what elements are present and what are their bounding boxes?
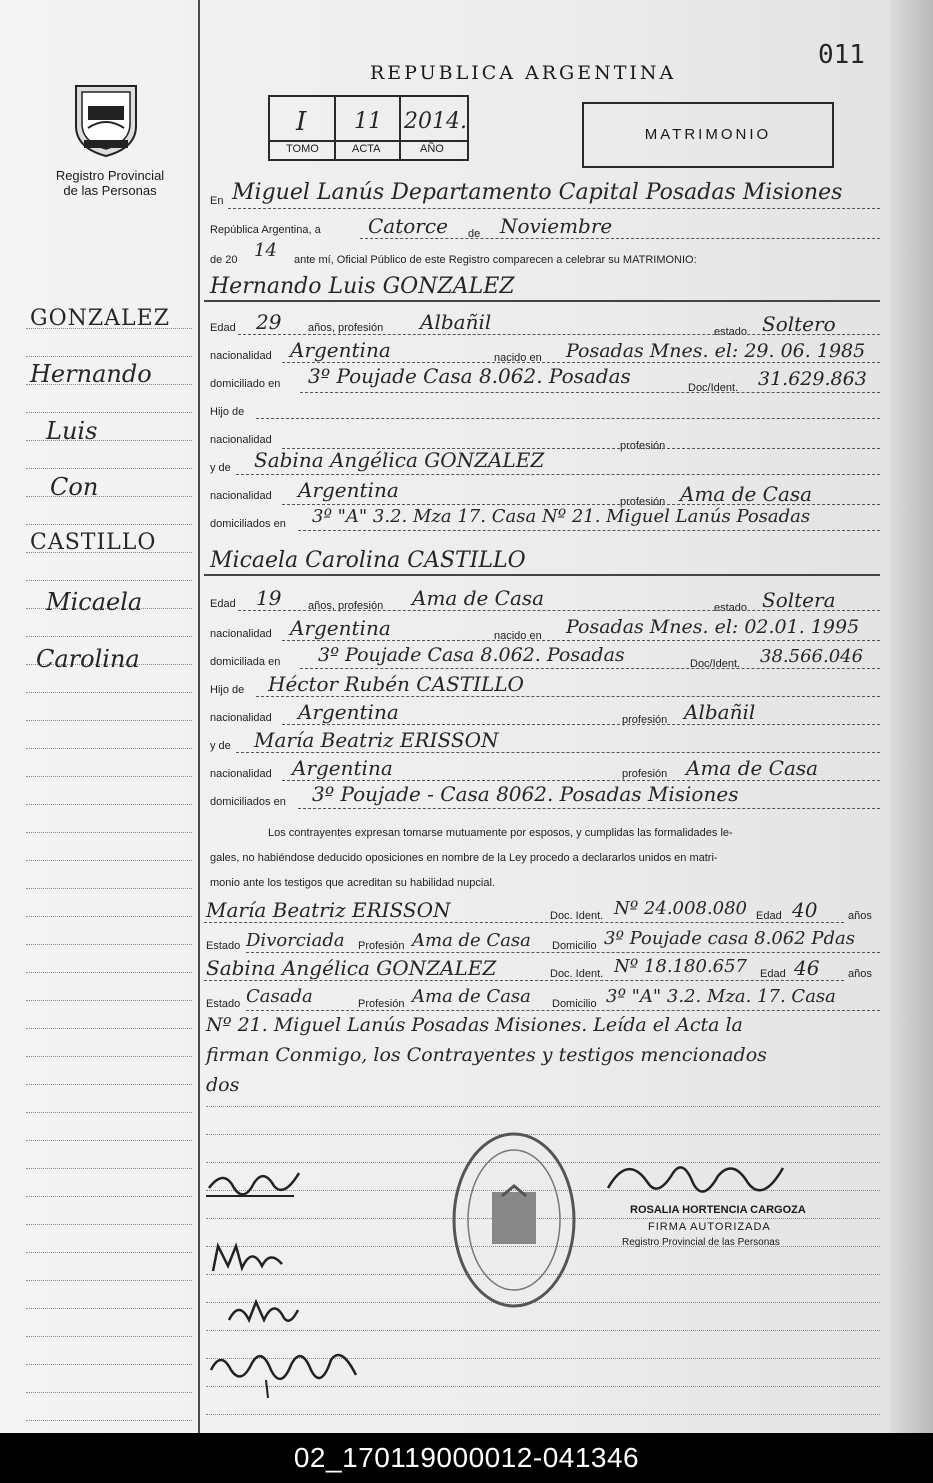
g-edad-line xyxy=(238,334,880,335)
groom-name: Hernando Luis GONZALEZ xyxy=(210,274,515,299)
margin-ruled-line xyxy=(26,692,192,693)
page-edge-shadow xyxy=(890,0,933,1433)
g-doc: 31.629.863 xyxy=(758,368,867,390)
province-crest-icon xyxy=(70,82,142,158)
w1-anos: años xyxy=(848,910,872,922)
b-father: Héctor Rubén CASTILLO xyxy=(268,672,524,696)
g-yde-line xyxy=(236,474,880,475)
b-fnac-line xyxy=(282,724,880,725)
w2-edad: 46 xyxy=(794,956,820,980)
g-mnac-line xyxy=(282,504,880,505)
g-nac: Argentina xyxy=(290,338,391,362)
record-number-box xyxy=(268,95,469,161)
signature-2-icon xyxy=(208,1236,288,1276)
g-mprof-label: profesión xyxy=(620,496,666,508)
margin-bride-second: Carolina xyxy=(36,645,140,673)
margin-ruled-line xyxy=(26,860,192,861)
b-nac: Argentina xyxy=(290,616,391,640)
margin-ruled-line xyxy=(26,1196,192,1197)
acta-value: 11 xyxy=(354,109,382,134)
margin-ruled-line xyxy=(26,1084,192,1085)
margin-con: Con xyxy=(50,473,99,501)
b-fprof: Albañil xyxy=(684,700,756,724)
g-pdom: 3º "A" 3.2. Mza 17. Casa Nº 21. Miguel Lanús Posadas xyxy=(312,506,811,527)
b-fprof-label: profesión xyxy=(622,714,668,726)
g-dom-line xyxy=(300,392,880,393)
margin-ruled-line xyxy=(26,720,192,721)
tomo-value: I xyxy=(296,107,307,137)
margin-ruled-line xyxy=(26,1280,192,1281)
year-label: de 20 xyxy=(210,254,238,266)
b-edad: 19 xyxy=(256,586,282,610)
g-nacido: Posadas Mnes. el: 29. 06. 1985 xyxy=(566,340,866,362)
groom-name-line xyxy=(204,300,880,302)
body-ruled-line xyxy=(206,1106,880,1107)
g-mnac: Argentina xyxy=(298,478,399,502)
g-estado-label: estado xyxy=(714,326,748,338)
g-prof: Albañil xyxy=(420,310,492,334)
b-mnac-label: nacionalidad xyxy=(210,768,272,780)
w2-line-2 xyxy=(246,1010,880,1011)
signature-4-icon xyxy=(206,1340,366,1400)
w1-estado: Divorciada xyxy=(246,930,345,951)
w2-prof: Ama de Casa xyxy=(412,986,531,1007)
b-doc: 38.566.046 xyxy=(760,646,864,667)
margin-ruled-line xyxy=(26,944,192,945)
margin-ruled-line xyxy=(26,1392,192,1393)
margin-bride-first: Micaela xyxy=(46,588,143,616)
official-office: Registro Provincial de las Personas xyxy=(622,1237,780,1248)
margin-ruled-line xyxy=(26,972,192,973)
margin-ruled-line xyxy=(26,1140,192,1141)
margin-ruled-line xyxy=(26,832,192,833)
bride-name-line xyxy=(204,574,880,576)
b-estado-label: estado xyxy=(714,602,748,614)
margin-ruled-line xyxy=(26,776,192,777)
l1-line xyxy=(228,208,880,209)
w1-dom: 3º Poujade casa 8.062 Pdas xyxy=(604,928,856,949)
g-estado: Soltero xyxy=(762,312,836,336)
b-pdom-line xyxy=(298,808,880,809)
scan-code-banner: 02_170119000012-041346 xyxy=(0,1433,933,1483)
place-value: Miguel Lanús Departamento Capital Posadas Misiones xyxy=(232,180,843,205)
margin-ruled-line xyxy=(26,804,192,805)
margin-ruled-line xyxy=(26,1420,192,1421)
w1-estado-label: Estado xyxy=(206,940,241,952)
b-mprof: Ama de Casa xyxy=(686,756,819,780)
w2-name: Sabina Angélica GONZALEZ xyxy=(206,956,497,980)
b-estado: Soltera xyxy=(762,588,836,612)
statement-line-3: monio ante los testigos que acreditan su habilidad nupcial. xyxy=(210,877,495,889)
b-dom-line xyxy=(300,668,880,669)
margin-ruled-line xyxy=(26,748,192,749)
w2-estado: Casada xyxy=(246,986,313,1007)
margin-ruled-line xyxy=(26,1056,192,1057)
b-dom: 3º Poujade Casa 8.062. Posadas xyxy=(318,644,625,666)
w2-doc: Nº 18.180.657 xyxy=(614,956,747,977)
ano-value: 2014. xyxy=(404,109,467,134)
closing-line-1: Nº 21. Miguel Lanús Posadas Misiones. Leída el Acta la xyxy=(206,1014,743,1036)
b-fnac-label: nacionalidad xyxy=(210,712,272,724)
margin-ruled-line xyxy=(26,1112,192,1113)
b-yde-label: y de xyxy=(210,740,231,752)
margin-ruled-line xyxy=(26,1168,192,1169)
b-pdom-label: domiciliados en xyxy=(210,796,286,808)
w1-line-2 xyxy=(246,952,880,953)
signature-3-icon xyxy=(224,1290,304,1330)
margin-ruled-line xyxy=(26,1336,192,1337)
margin-ruled-line xyxy=(26,524,192,525)
w2-dom-label: Domicilio xyxy=(552,998,597,1010)
b-hijo-label: Hijo de xyxy=(210,684,245,696)
b-mnac: Argentina xyxy=(292,756,393,780)
margin-ruled-line xyxy=(26,1224,192,1225)
w2-line xyxy=(204,980,844,981)
official-name: ROSALIA HORTENCIA CARGOZA xyxy=(630,1204,806,1216)
b-edad-label: Edad xyxy=(210,598,236,610)
b-prof: Ama de Casa xyxy=(412,586,545,610)
g-pdom-label: domiciliados en xyxy=(210,518,286,530)
g-fnac-label: nacionalidad xyxy=(210,434,272,446)
g-nacido-label: nacido en xyxy=(494,352,542,364)
registry-name: Registro Provincial de las Personas xyxy=(55,168,165,198)
official-signature-icon xyxy=(598,1148,798,1208)
statement-line-2: gales, no habiéndose deducido oposiciones en nombre de la Ley procedo a declararlos unidos en matri- xyxy=(210,852,718,864)
statement-line-1: Los contrayentes expresan tomarse mutuamente por esposos, y cumplidas las formalidades le- xyxy=(268,827,733,839)
tomo-label: TOMO xyxy=(286,143,319,155)
b-nacido-label: nacido en xyxy=(494,630,542,642)
body-ruled-line xyxy=(206,1414,880,1415)
b-nacido: Posadas Mnes. el: 02.01. 1995 xyxy=(566,616,860,638)
margin-rule xyxy=(198,0,200,1433)
g-doc-label: Doc/Ident. xyxy=(688,382,739,394)
margin-ruled-line xyxy=(26,888,192,889)
w2-doc-label: Doc. Ident. xyxy=(550,968,604,980)
g-yde-label: y de xyxy=(210,462,231,474)
b-doc-label: Doc/Ident. xyxy=(690,658,741,670)
b-hijo-line xyxy=(256,696,880,697)
ante-mi-label: ante mí, Oficial Público de este Registro comparecen a celebrar su MATRIMONIO: xyxy=(294,254,697,266)
margin-ruled-line xyxy=(26,1364,192,1365)
w1-doc: Nº 24.008.080 xyxy=(614,898,747,919)
b-nac-label: nacionalidad xyxy=(210,628,272,640)
margin-bride-surname: CASTILLO xyxy=(30,530,157,555)
day-value: Catorce xyxy=(368,214,448,238)
g-fprof-label: profesión xyxy=(620,440,666,452)
margin-ruled-line xyxy=(26,1252,192,1253)
b-mnac-line xyxy=(282,780,880,781)
w2-anos: años xyxy=(848,968,872,980)
bride-name: Micaela Carolina CASTILLO xyxy=(210,548,526,573)
margin-ruled-line xyxy=(26,580,192,581)
country-title: REPUBLICA ARGENTINA xyxy=(370,62,677,84)
w1-prof: Ama de Casa xyxy=(412,930,531,951)
margin-ruled-line xyxy=(26,412,192,413)
page-number: 011 xyxy=(818,40,865,70)
w1-edad-label: Edad xyxy=(756,910,782,922)
g-edad: 29 xyxy=(256,310,282,334)
g-hijo-line xyxy=(256,418,880,419)
w1-prof-label: Profesión xyxy=(358,940,405,952)
official-stamp-icon xyxy=(450,1130,578,1310)
w1-line xyxy=(204,922,844,923)
w1-dom-label: Domicilio xyxy=(552,940,597,952)
b-nac-line xyxy=(282,640,880,641)
body-ruled-line xyxy=(206,1330,880,1331)
margin-ruled-line xyxy=(26,1028,192,1029)
g-mnac-label: nacionalidad xyxy=(210,490,272,502)
official-title: FIRMA AUTORIZADA xyxy=(648,1221,771,1233)
en-label: En xyxy=(210,195,224,207)
margin-ruled-line xyxy=(26,1000,192,1001)
margin-first-name: Hernando xyxy=(30,360,152,388)
w2-estado-label: Estado xyxy=(206,998,241,1010)
closing-line-2: firman Conmigo, los Contrayentes y testigos mencionados xyxy=(206,1044,767,1066)
b-yde-line xyxy=(236,752,880,753)
l2-line xyxy=(360,238,880,239)
record-type-box xyxy=(582,102,834,168)
g-pdom-line xyxy=(298,530,880,531)
g-mother: Sabina Angélica GONZALEZ xyxy=(254,448,545,472)
year-value: 14 xyxy=(254,240,277,261)
b-mother: María Beatriz ERISSON xyxy=(254,728,499,752)
w2-edad-label: Edad xyxy=(760,968,786,980)
b-fnac: Argentina xyxy=(298,700,399,724)
b-prof-label: años, profesión xyxy=(308,600,384,612)
b-dom-label: domiciliada en xyxy=(210,656,281,668)
g-dom: 3º Poujade Casa 8.062. Posadas xyxy=(308,364,631,388)
g-dom-label: domiciliado en xyxy=(210,378,281,390)
g-mprof: Ama de Casa xyxy=(680,482,813,506)
w1-name: María Beatriz ERISSON xyxy=(206,898,451,922)
b-mprof-label: profesión xyxy=(622,768,668,780)
margin-ruled-line xyxy=(26,1308,192,1309)
margin-ruled-line xyxy=(26,356,192,357)
b-edad-line xyxy=(238,610,880,611)
g-nac-label: nacionalidad xyxy=(210,350,272,362)
margin-ruled-line xyxy=(26,468,192,469)
g-nac-line xyxy=(282,362,880,363)
margin-middle-name: Luis xyxy=(46,417,98,445)
g-prof-label: años, profesión xyxy=(308,322,384,334)
record-type: MATRIMONIO xyxy=(644,126,772,143)
w1-edad: 40 xyxy=(792,898,818,922)
acta-label: ACTA xyxy=(352,143,381,155)
month-value: Noviembre xyxy=(500,214,613,238)
ano-label: AÑO xyxy=(420,143,444,155)
w2-prof-label: Profesión xyxy=(358,998,405,1010)
w1-doc-label: Doc. Ident. xyxy=(550,910,604,922)
margin-surname: GONZALEZ xyxy=(30,306,170,331)
g-edad-label: Edad xyxy=(210,322,236,334)
closing-line-3: dos xyxy=(206,1074,240,1096)
g-hijo-label: Hijo de xyxy=(210,406,245,418)
de-label: de xyxy=(468,228,481,240)
signature-1-icon xyxy=(204,1158,304,1208)
b-pdom: 3º Poujade - Casa 8062. Posadas Misiones xyxy=(312,782,739,806)
margin-ruled-line xyxy=(26,916,192,917)
republica-label: República Argentina, a xyxy=(210,224,321,236)
w2-dom: 3º "A" 3.2. Mza. 17. Casa xyxy=(606,986,836,1007)
margin-ruled-line xyxy=(26,636,192,637)
